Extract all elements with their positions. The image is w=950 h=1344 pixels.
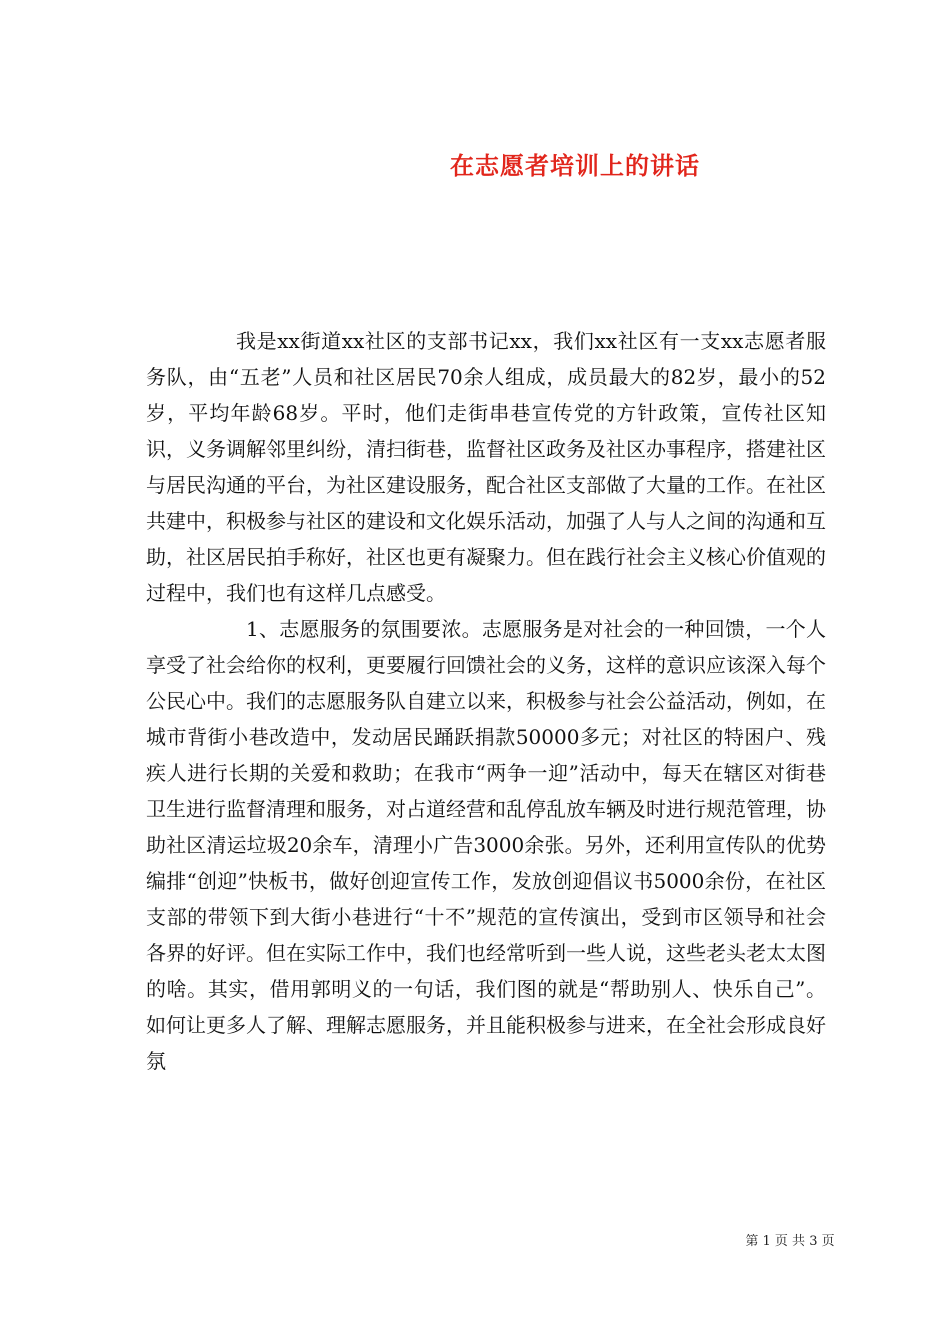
document-body <box>146 323 826 1079</box>
paragraph-point-1: 1、志愿服务的氛围要浓。志愿服务是对社会的一种回馈，一个人享受了社会给你的权利，更要履行回馈社会的义务，这样的意识应该深入每个公民心中。我们的志愿服务队自建立以来，积极参与社会公益活动，例如，在城市背街小巷改造中，发动居民踊跃捐款50000多元；对社区的特困户、残疾人进行长期的关爱和救助；在我市“两争一迎”活动中，每天在辖区对街巷卫生进行监督清理和服务，对占道经营和乱停乱放车辆及时进行规范管理，协助社区清运垃圾20余车，清理小广告3000余张。另外，还利用宣传队的优势编排“创迎”快板书，做好创迎宣传工作，发放创迎倡议书5000余份，在社区支部的带领下到大街小巷进行“十不”规范的宣传演出，受到市区领导和社会各界的好评。但在实际工作中，我们也经常听到一些人说，这些老头老太太图的啥。其实，借用郭明义的一句话，我们图的就是“帮助别人、快乐自己”。如何让更多人了解、理解志愿服务，并且能积极参与进来，在全社会形成良好氛 <box>146 617 826 1073</box>
page-number-footer: 第 1 页 共 3 页 <box>745 1234 835 1249</box>
paragraph-intro: 我是xx街道xx社区的支部书记xx，我们xx社区有一支xx志愿者服务队，由“五老”人员和社区居民70余人组成，成员最大的82岁，最小的52岁，平均年龄68岁。平时，他们走街串巷宣传党的方针政策，宣传社区知识，义务调解邻里纠纷，清扫街巷，监督社区政务及社区办事程序，搭建社区与居民沟通的平台，为社区建设服务，配合社区支部做了大量的工作。在社区共建中，积极参与社区的建设和文化娱乐活动，加强了人与人之间的沟通和互助，社区居民拍手称好，社区也更有凝聚力。但在践行社会主义核心价值观的过程中，我们也有这样几点感受。 <box>146 329 826 605</box>
document-title: 在志愿者培训上的讲话 <box>450 151 700 181</box>
